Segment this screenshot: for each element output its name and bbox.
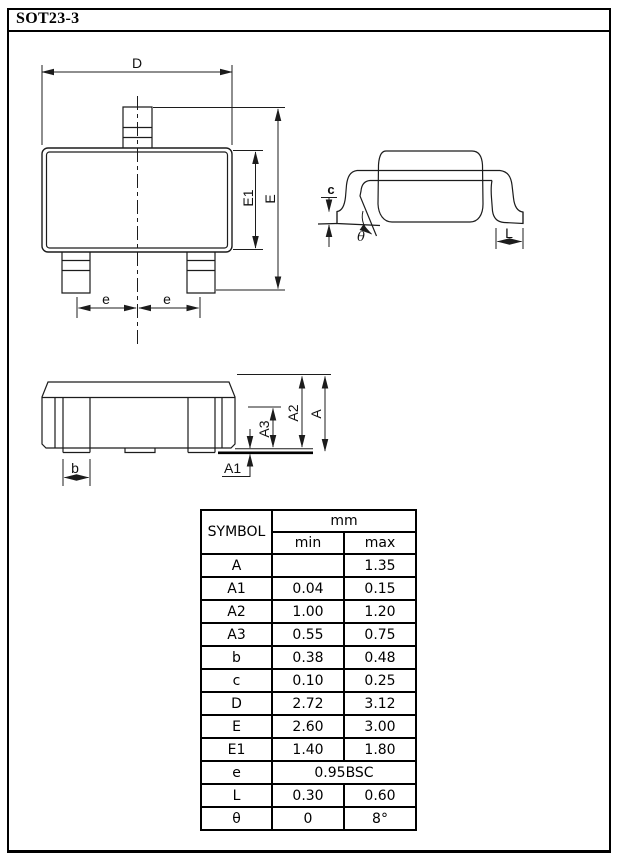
cell-max: 0.15 xyxy=(344,577,416,600)
dim-label-A2: A2 xyxy=(285,404,301,422)
table-row xyxy=(201,784,416,807)
cell-symbol: A3 xyxy=(201,623,272,646)
dim-label-D: D xyxy=(131,55,143,71)
cell-min: 0 xyxy=(272,807,344,830)
cell-symbol: A1 xyxy=(201,577,272,600)
cell-max: 3.00 xyxy=(344,715,416,738)
cell-max: 0.25 xyxy=(344,669,416,692)
cell-max: 3.12 xyxy=(344,692,416,715)
cell-max: 1.35 xyxy=(344,554,416,577)
dim-label-A3: A3 xyxy=(256,420,272,438)
dim-label-L: L xyxy=(505,225,513,241)
cell-min: 0.10 xyxy=(272,669,344,692)
cell-symbol: e xyxy=(201,761,272,784)
cell-max: 0.75 xyxy=(344,623,416,646)
dim-label-b: b xyxy=(71,460,79,476)
cell-max: 1.20 xyxy=(344,600,416,623)
table-row xyxy=(201,669,416,692)
cell-max: 1.80 xyxy=(344,738,416,761)
dim-label-theta: θ xyxy=(357,230,365,245)
table-row xyxy=(201,738,416,761)
cell-max: 8° xyxy=(344,807,416,830)
header-max: max xyxy=(344,532,416,554)
cell-symbol: b xyxy=(201,646,272,669)
cell-symbol: A xyxy=(201,554,272,577)
dim-label-e-right: e xyxy=(163,291,171,307)
dim-label-A: A xyxy=(308,409,324,419)
cell-symbol: θ xyxy=(201,807,272,830)
cell-min: 0.04 xyxy=(272,577,344,600)
cell-min xyxy=(272,554,344,577)
header-symbol: SYMBOL xyxy=(201,510,272,554)
front-view xyxy=(42,375,331,487)
table-row xyxy=(201,761,416,784)
cell-max: 0.60 xyxy=(344,784,416,807)
cell-min: 1.00 xyxy=(272,600,344,623)
top-view xyxy=(42,55,285,348)
page-title: SOT23-3 xyxy=(16,10,80,27)
cell-symbol: E xyxy=(201,715,272,738)
cell-min: 0.30 xyxy=(272,784,344,807)
table-row xyxy=(201,600,416,623)
header-min: min xyxy=(272,532,344,554)
table-row xyxy=(201,807,416,830)
dim-label-E: E xyxy=(262,194,278,204)
dim-label-c: c xyxy=(327,182,335,197)
side-view xyxy=(318,151,523,249)
table-row xyxy=(201,715,416,738)
table-row xyxy=(201,692,416,715)
cell-min: 0.55 xyxy=(272,623,344,646)
cell-symbol: L xyxy=(201,784,272,807)
cell-min: 0.38 xyxy=(272,646,344,669)
table-header-row xyxy=(201,510,416,532)
table-row xyxy=(201,646,416,669)
table-row xyxy=(201,577,416,600)
cell-symbol: c xyxy=(201,669,272,692)
cell-symbol: A2 xyxy=(201,600,272,623)
dim-label-e-left: e xyxy=(102,291,110,307)
dim-label-E1: E1 xyxy=(240,189,256,207)
dim-label-A1: A1 xyxy=(224,460,242,476)
table-row xyxy=(201,554,416,577)
cell-symbol: E1 xyxy=(201,738,272,761)
cell-min: 2.72 xyxy=(272,692,344,715)
cell-min: 2.60 xyxy=(272,715,344,738)
header-unit: mm xyxy=(272,510,416,532)
table-row xyxy=(201,623,416,646)
cell-span-value: 0.95BSC xyxy=(272,761,416,784)
cell-min: 1.40 xyxy=(272,738,344,761)
cell-symbol: D xyxy=(201,692,272,715)
cell-max: 0.48 xyxy=(344,646,416,669)
dimension-table xyxy=(200,509,417,831)
